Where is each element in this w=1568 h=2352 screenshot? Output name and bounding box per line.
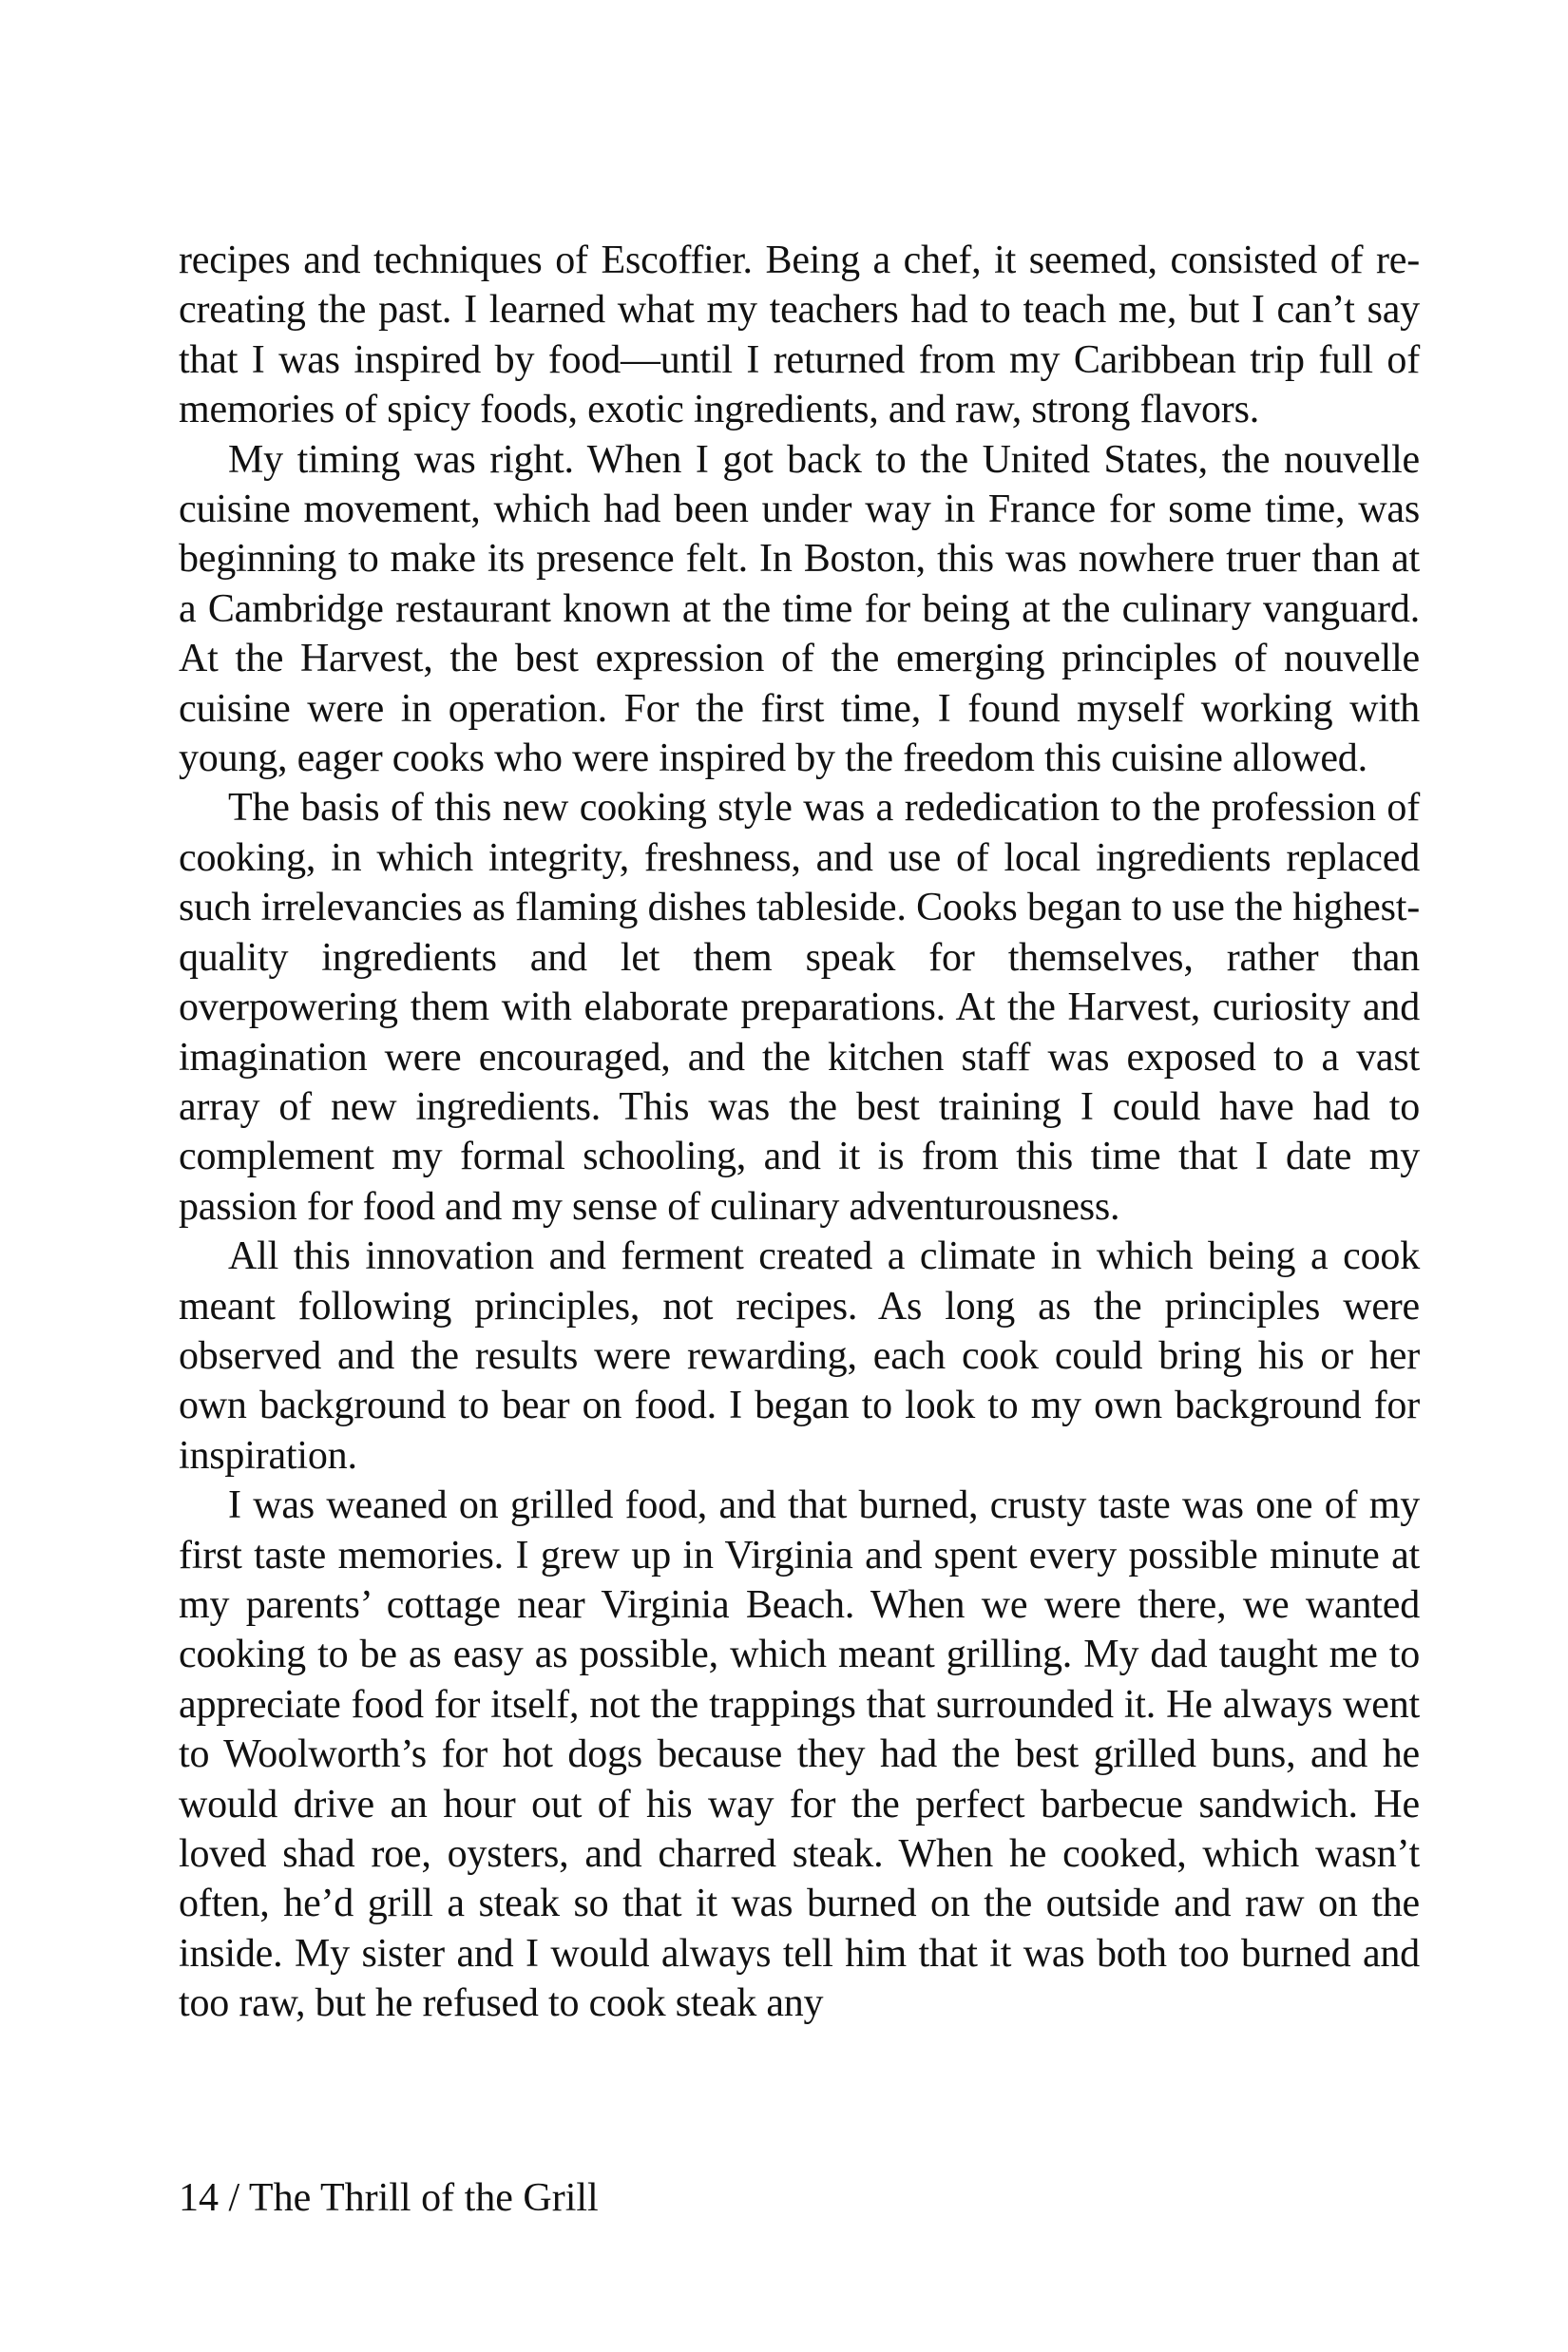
paragraph-4: All this innovation and ferment created a climate in which being a cook meant following principles, not recipes. As long as the principles were observed and the results were rewarding, each cook could bring his or her own background to bear on food. I began to look to my own background for inspiration.: [179, 1234, 1420, 1478]
paragraph-2: My timing was right. When I got back to the United States, the nouvelle cuisine movement, which had been under way in France for some time, was beginning to make its presence felt. In Boston, this was nowhere truer than at a Cambridge restaurant known at the time for being at the culinary vanguard. At the Harvest, the best expression of the emerging principles of nouvelle cuisine were in operation. For the first time, I found myself working with young, eager cooks who were inspired by the freedom this cuisine allowed.: [179, 437, 1420, 781]
paragraph-5: I was weaned on grilled food, and that burned, crusty taste was one of my first taste memories. I grew up in Virginia and spent every possible minute at my parents’ cottage near Virginia Beach. When we were there, we wanted cooking to be as easy as possible, which meant grilling. My dad taught me to appreciate food for itself, not the trappings that surrounded it. He always went to Woolworth’s for hot dogs because they had the best grilled buns, and he would drive an hour out of his way for the perfect barbecue sandwich. He loved shad roe, oysters, and charred steak. When he cooked, which wasn’t often, he’d grill a steak so that it was burned on the outside and raw on the inside. My sister and I would always tell him that it was both too burned and too raw, but he refused to cook steak any: [179, 1483, 1420, 2026]
paragraph-3: The basis of this new cooking style was a rededication to the profession of cooking, in which integrity, freshness, and use of local ingredients replaced such irrelevancies as flaming dishes tableside. Cooks began to use the highest-quality ingredients and let them speak for themselves, rather than overpowering them with elaborate preparations. At the Harvest, curiosity and imagination were encouraged, and the kitchen staff was exposed to a vast array of new ingredients. This was the best training I could have had to complement my formal schooling, and it is from this time that I date my passion for food and my sense of culinary adventurousness.: [179, 786, 1420, 1229]
page-footer-folio: 14 / The Thrill of the Grill: [179, 2176, 599, 2220]
paragraph-1: recipes and techniques of Escoffier. Being a chef, it seemed, consisted of re-creating the past. I learned what my teachers had to teach me, but I can’t say that I was inspired by food—until I returned from my Caribbean trip full of memories of spicy foods, exotic ingredients, and raw, strong flavors.: [179, 239, 1420, 432]
body-text: [179, 236, 1420, 2029]
